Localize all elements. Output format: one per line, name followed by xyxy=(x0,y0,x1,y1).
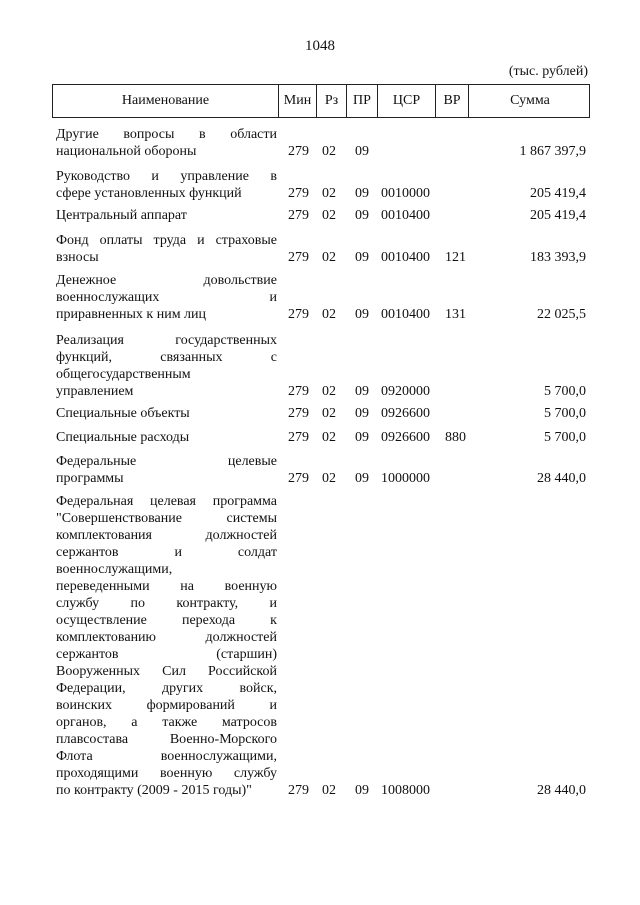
row-name-line: комплектования должностей xyxy=(56,528,277,543)
cell-sum: 183 393,9 xyxy=(530,250,586,265)
header-rz: Рз xyxy=(316,85,346,117)
row-name xyxy=(56,405,277,422)
cell-rz: 02 xyxy=(322,186,336,201)
cell-pr: 09 xyxy=(355,430,369,445)
cell-min: 279 xyxy=(288,471,309,486)
header-name: Наименование xyxy=(121,93,210,108)
row-name-line: военнослужащими, xyxy=(56,562,173,577)
cell-min: 279 xyxy=(288,430,309,445)
row-name xyxy=(56,332,277,400)
row-name-line: Специальные объекты xyxy=(56,406,190,421)
row-name-line: Руководство и управление в xyxy=(56,169,277,184)
cell-min: 279 xyxy=(288,186,309,201)
cell-sum: 5 700,0 xyxy=(544,430,586,445)
row-name-line: Фонд оплаты труда и страховые xyxy=(56,233,277,248)
cell-min: 279 xyxy=(288,406,309,421)
cell-pr: 09 xyxy=(355,471,369,486)
cell-sum: 205 419,4 xyxy=(530,208,586,223)
row-name-line: Федеральная целевая программа xyxy=(56,494,277,509)
cell-rz: 02 xyxy=(322,783,336,798)
cell-pr: 09 xyxy=(355,144,369,159)
cell-sum: 5 700,0 xyxy=(544,384,586,399)
cell-csr: 0010400 xyxy=(381,250,430,265)
cell-sum: 28 440,0 xyxy=(537,471,586,486)
row-name-line: Федеральные целевые xyxy=(56,454,277,469)
row-name-line: переведенными на военную xyxy=(56,579,277,594)
row-name xyxy=(56,207,277,224)
row-name-line: осуществление перехода к xyxy=(56,613,277,628)
cell-min: 279 xyxy=(288,208,309,223)
cell-rz: 02 xyxy=(322,430,336,445)
cell-pr: 09 xyxy=(355,208,369,223)
row-name-line: плавсостава Военно-Морского xyxy=(56,732,277,747)
cell-rz: 02 xyxy=(322,384,336,399)
table-row xyxy=(52,405,590,422)
row-name-line: Специальные расходы xyxy=(56,430,190,445)
row-name-line: сержантов и солдат xyxy=(56,545,277,560)
cell-rz: 02 xyxy=(322,208,336,223)
row-name-line: военнослужащих и xyxy=(56,290,277,305)
table-row xyxy=(52,429,590,446)
header-sum: Сумма xyxy=(468,85,591,117)
cell-csr: 0920000 xyxy=(381,384,430,399)
cell-vr: 880 xyxy=(445,430,466,445)
table-header xyxy=(52,84,590,118)
cell-rz: 02 xyxy=(322,144,336,159)
row-name-line: функций, связанных с xyxy=(56,350,277,365)
row-name-line: проходящими военную службу xyxy=(56,766,277,781)
row-name-line: Флота военнослужащими, xyxy=(56,749,277,764)
row-name xyxy=(56,232,277,266)
row-name xyxy=(56,272,277,323)
cell-min: 279 xyxy=(288,144,309,159)
row-name xyxy=(56,429,277,446)
cell-min: 279 xyxy=(288,307,309,322)
cell-pr: 09 xyxy=(355,406,369,421)
cell-rz: 02 xyxy=(322,307,336,322)
cell-csr: 1000000 xyxy=(381,471,430,486)
table-row xyxy=(52,453,590,487)
cell-csr: 1008000 xyxy=(381,783,430,798)
cell-csr: 0926600 xyxy=(381,406,430,421)
row-name-line: Денежное довольствие xyxy=(56,273,277,288)
cell-csr: 0010000 xyxy=(381,186,430,201)
header-min: Мин xyxy=(278,85,316,117)
table-row xyxy=(52,332,590,400)
row-name-line: сфере установленных функций xyxy=(56,186,242,201)
row-name xyxy=(56,126,277,160)
header-pr: ПР xyxy=(346,85,377,117)
row-name xyxy=(56,168,277,202)
cell-vr: 121 xyxy=(445,250,466,265)
row-name xyxy=(56,493,277,799)
row-name-line: Вооруженных Сил Российской xyxy=(56,664,277,679)
cell-pr: 09 xyxy=(355,307,369,322)
cell-csr: 0010400 xyxy=(381,208,430,223)
cell-sum: 5 700,0 xyxy=(544,406,586,421)
table-row xyxy=(52,168,590,202)
row-name-line: приравненных к ним лиц xyxy=(56,307,207,322)
cell-csr: 0010400 xyxy=(381,307,430,322)
cell-pr: 09 xyxy=(355,384,369,399)
row-name-line: воинских формирований и xyxy=(56,698,277,713)
cell-sum: 22 025,5 xyxy=(537,307,586,322)
row-name-line: сержантов (старшин) xyxy=(56,647,277,662)
table-row xyxy=(52,232,590,266)
table-row xyxy=(52,126,590,160)
cell-rz: 02 xyxy=(322,250,336,265)
table-row xyxy=(52,272,590,323)
cell-csr: 0926600 xyxy=(381,430,430,445)
row-name-line: управлением xyxy=(56,384,134,399)
row-name-line: Федерации, других войск, xyxy=(56,681,277,696)
cell-pr: 09 xyxy=(355,783,369,798)
cell-sum: 28 440,0 xyxy=(537,783,586,798)
row-name-line: по контракту (2009 - 2015 годы)" xyxy=(56,783,252,798)
cell-pr: 09 xyxy=(355,186,369,201)
cell-rz: 02 xyxy=(322,406,336,421)
row-name-line: "Совершенствование системы xyxy=(56,511,277,526)
row-name-line: службу по контракту, и xyxy=(56,596,277,611)
cell-min: 279 xyxy=(288,250,309,265)
cell-min: 279 xyxy=(288,783,309,798)
row-name-line: национальной обороны xyxy=(56,144,197,159)
cell-min: 279 xyxy=(288,384,309,399)
cell-pr: 09 xyxy=(355,250,369,265)
page-number: 1048 xyxy=(305,38,335,54)
header-csr: ЦСР xyxy=(377,85,435,117)
cell-vr: 131 xyxy=(445,307,466,322)
cell-sum: 1 867 397,9 xyxy=(519,144,586,159)
cell-sum: 205 419,4 xyxy=(530,186,586,201)
table-row xyxy=(52,493,590,799)
header-vr: ВР xyxy=(435,85,468,117)
row-name-line: Другие вопросы в области xyxy=(56,127,277,142)
table-row xyxy=(52,207,590,224)
row-name-line: Реализация государственных xyxy=(56,333,277,348)
units-label: (тыс. рублей) xyxy=(508,64,588,79)
row-name-line: органов, а также матросов xyxy=(56,715,277,730)
row-name xyxy=(56,453,277,487)
row-name-line: общегосударственным xyxy=(56,367,191,382)
row-name-line: комплектованию должностей xyxy=(56,630,277,645)
row-name-line: взносы xyxy=(56,250,99,265)
row-name-line: программы xyxy=(56,471,124,486)
cell-rz: 02 xyxy=(322,471,336,486)
row-name-line: Центральный аппарат xyxy=(56,208,187,223)
